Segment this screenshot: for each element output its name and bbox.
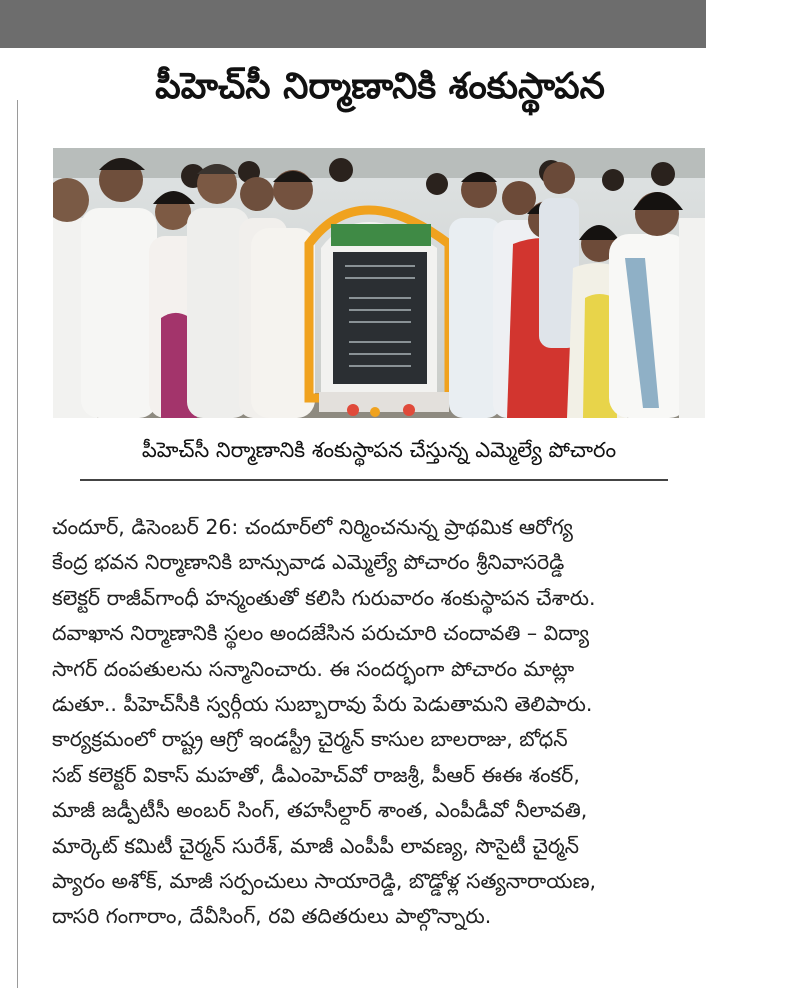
body-line: మార్కెట్ కమిటీ చైర్మన్ సురేశ్, మాజీ ఎంపీపీ లావణ్య, సొసైటీ చైర్మన్ xyxy=(52,833,580,858)
body-line: కార్యక్రమంలో రాష్ట్ర ఆగ్రో ఇండస్ట్రీ చైర్మన్ కాసుల బాలరాజు, బోధన్ xyxy=(52,727,568,752)
body-line: దవాఖాన నిర్మాణానికి స్థలం అందజేసిన పరుచూరి చందావతి – విద్యా xyxy=(52,621,589,646)
article-body xyxy=(52,510,716,935)
body-line: చందూర్, డిసెంబర్ 26: చందూర్‌లో నిర్మించనున్న ప్రాథమిక ఆరోగ్య xyxy=(52,515,573,539)
foundation-plaque xyxy=(309,210,449,417)
body-line: కేంద్ర భవన నిర్మాణానికి బాన్సువాడ ఎమ్మెల్యే పోచారం శ్రీనివాసరెడ్డి xyxy=(52,550,565,575)
body-line: ప్యారం అశోక్, మాజీ సర్పంచులు సాయారెడ్డి, బొడ్డోళ్ల సత్యనారాయణ, xyxy=(52,868,597,893)
body-line: సాగర్ దంపతులను సన్మానించారు. ఈ సందర్భంగా పోచారం మాట్లా xyxy=(52,656,575,681)
body-line: సబ్ కలెక్టర్ వికాస్ మహతో, డీఎంహెచ్‌వో రాజశ్రీ, పీఆర్ ఈఈ శంకర్, xyxy=(52,762,580,787)
caption-divider xyxy=(80,479,668,481)
article-headline: పీహెచ్‌సీ నిర్మాణానికి శంకుస్థాపన xyxy=(155,66,605,107)
previous-article-strip xyxy=(0,0,706,48)
body-line: కలెక్టర్ రాజీవ్‌గాంధీ హన్మంతుతో కలిసి గురువారం శంకుస్థాపన చేశారు. xyxy=(52,585,596,610)
body-line: దాసరి గంగారాం, దేవీసింగ్, రవి తదితరులు పాల్గొన్నారు. xyxy=(52,904,492,929)
column-divider xyxy=(17,100,18,988)
body-line: మాజీ జడ్పీటీసీ అంబర్ సింగ్, తహసీల్దార్ శాంత, ఎంపీడీవో నీలావతి, xyxy=(52,798,588,823)
body-line: డుతూ.. పీహెచ్‌సీకి స్వర్గీయ సుబ్బారావు పేరు పెడుతామని తెలిపారు. xyxy=(52,691,593,716)
photo-caption: పీహెచ్‌సీ నిర్మాణానికి శంకుస్థాపన చేస్తున్న ఎమ్మెల్యే పోచారం xyxy=(141,438,617,462)
article-photo xyxy=(53,148,705,418)
